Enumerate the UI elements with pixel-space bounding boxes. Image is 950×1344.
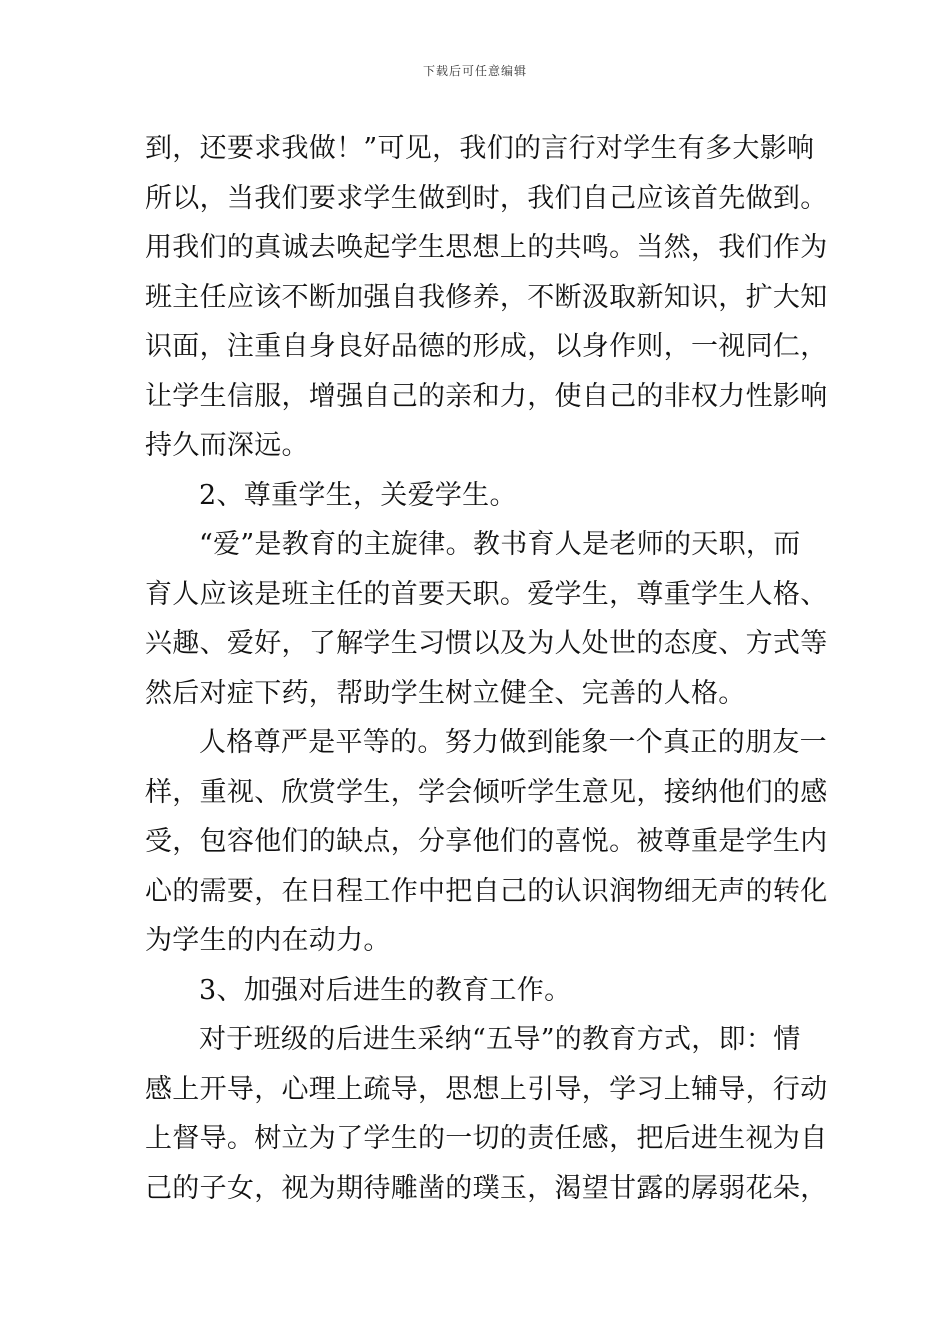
text-line: 样，重视、欣赏学生，学会倾听学生意见，接纳他们的感	[145, 776, 828, 808]
section-heading: 2、尊重学生，关爱学生。	[199, 479, 517, 511]
text-line: 己的子女，视为期待雕凿的璞玉，渴望甘露的孱弱花朵，	[145, 1172, 828, 1204]
text-line: 感上开导，心理上疏导，思想上引导，学习上辅导，行动	[145, 1073, 828, 1105]
text-line: 识面，注重自身良好品德的形成，以身作则，一视同仁，	[145, 331, 828, 362]
text-line: 为学生的内在动力。	[145, 925, 391, 956]
text-line: 到，还要求我做！”可见，我们的言行对学生有多大影响	[145, 133, 815, 164]
text-line: 所以，当我们要求学生做到时，我们自己应该首先做到。	[145, 182, 828, 214]
text-line: 兴趣、爱好，了解学生习惯以及为人处世的态度、方式等	[145, 628, 828, 659]
text-line: 让学生信服，增强自己的亲和力，使自己的非权力性影响	[145, 380, 828, 412]
text-line: 上督导。树立为了学生的一切的责任感，把后进生视为自	[145, 1123, 828, 1154]
text-line: 持久而深远。	[145, 430, 309, 461]
document-body	[145, 124, 828, 1213]
text-line: 班主任应该不断加强自我修养，不断汲取新知识，扩大知	[145, 281, 828, 313]
text-line: 对于班级的后进生采纳“五导”的教育方式，即：情	[199, 1024, 801, 1055]
text-line: 育人应该是班主任的首要天职。爱学生，尊重学生人格、	[145, 578, 828, 610]
page-header: 下载后可任意编辑	[422, 64, 527, 78]
section-heading: 3、加强对后进生的教育工作。	[199, 974, 572, 1006]
text-line: 受，包容他们的缺点，分享他们的喜悦。被尊重是学生内	[145, 826, 828, 857]
text-line: “爱”是教育的主旋律。教书育人是老师的天职，而	[199, 529, 801, 560]
text-line: 然后对症下药，帮助学生树立健全、完善的人格。	[145, 677, 746, 709]
text-line: 心的需要，在日程工作中把自己的认识润物细无声的转化	[145, 875, 828, 907]
text-line: 人格尊严是平等的。努力做到能象一个真正的朋友一	[199, 727, 827, 758]
text-line: 用我们的真诚去唤起学生思想上的共鸣。当然，我们作为	[145, 232, 828, 263]
